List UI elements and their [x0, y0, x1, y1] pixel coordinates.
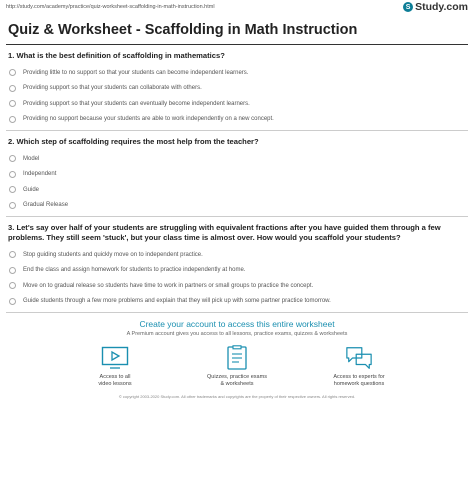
answer-option[interactable]	[8, 96, 466, 112]
answer-option[interactable]	[8, 112, 466, 128]
radio-icon[interactable]	[9, 69, 16, 76]
radio-icon[interactable]	[9, 171, 16, 178]
page-title: Quiz & Worksheet - Scaffolding in Math Instruction	[8, 22, 358, 38]
feature-video-lessons	[75, 345, 155, 388]
radio-icon[interactable]	[9, 155, 16, 162]
option-label: Independent	[23, 171, 57, 178]
answer-option[interactable]	[8, 198, 466, 214]
feature-label: Quizzes, practice exams & worksheets	[207, 374, 267, 387]
copyright-text: © copyright 2003-2020 Study.com. All other trademarks and copyrights are the property of their respective owners. All rights reserved.	[118, 394, 356, 399]
answer-option[interactable]	[8, 65, 466, 81]
quiz-icon	[223, 345, 251, 371]
answer-option[interactable]	[8, 278, 466, 294]
option-label: Providing support so that your students can eventually become independent learners.	[23, 100, 250, 107]
answer-option[interactable]	[8, 247, 466, 263]
option-label: Providing support so that your students can collaborate with others.	[23, 85, 202, 92]
option-label: Gradual Release	[23, 202, 69, 209]
logo-text: Study.com	[415, 1, 468, 13]
video-lesson-icon	[101, 345, 129, 371]
answer-option[interactable]	[8, 182, 466, 198]
radio-icon[interactable]	[9, 100, 16, 107]
radio-icon[interactable]	[9, 251, 16, 258]
option-label: End the class and assign homework for students to practice independently at home.	[23, 267, 246, 274]
promo-subtitle: A Premium account gives you access to all lessons, practice exams, quizzes & worksheets	[126, 331, 348, 337]
feature-experts	[319, 345, 399, 388]
radio-icon[interactable]	[9, 202, 16, 209]
option-label: Stop guiding students and quickly move on to independent practice.	[23, 251, 203, 258]
radio-icon[interactable]	[9, 298, 16, 305]
feature-list	[0, 345, 474, 388]
radio-icon[interactable]	[9, 186, 16, 193]
radio-icon[interactable]	[9, 267, 16, 274]
premium-promo	[0, 313, 474, 399]
answer-option[interactable]	[8, 151, 466, 167]
radio-icon[interactable]	[9, 85, 16, 92]
question-text: 3. Let's say over half of your students are struggling with equivalent fractions after you have guided them through a few problems. They still seem 'stuck', but your class time is almost over. How would you scaffold your students?	[8, 223, 441, 242]
answer-option[interactable]	[8, 81, 466, 97]
feature-quizzes	[197, 345, 277, 388]
question-3	[0, 217, 474, 309]
answer-option[interactable]	[8, 263, 466, 279]
question-1	[0, 45, 474, 127]
feature-label: Access to experts for homework questions	[333, 374, 385, 387]
option-label: Model	[23, 155, 40, 162]
question-text: 2. Which step of scaffolding requires the most help from the teacher?	[8, 137, 259, 146]
option-label: Move on to gradual release so students have time to work in partners or small groups to practice the concept.	[23, 282, 314, 289]
study-logo[interactable]	[403, 1, 468, 13]
option-label: Guide students through a few more problems and explain that they will pick up with some partner practice tomorrow.	[23, 298, 331, 305]
radio-icon[interactable]	[9, 282, 16, 289]
page-url: http://study.com/academy/practice/quiz-worksheet-scaffolding-in-math-instruction.html	[6, 4, 215, 10]
create-account-link[interactable]: Create your account to access this entire worksheet	[139, 319, 335, 329]
answer-option[interactable]	[8, 294, 466, 310]
question-2	[0, 131, 474, 213]
answer-option[interactable]	[8, 167, 466, 183]
option-label: Guide	[23, 186, 40, 193]
expert-chat-icon	[345, 345, 373, 371]
top-bar	[0, 0, 474, 14]
study-logo-icon: S	[403, 2, 413, 12]
radio-icon[interactable]	[9, 116, 16, 123]
option-label: Providing little to no support so that your students can become independent learners.	[23, 69, 249, 76]
question-text: 1. What is the best definition of scaffolding in mathematics?	[8, 51, 225, 60]
feature-label: Access to all video lessons	[98, 374, 132, 387]
option-label: Providing no support because your students are able to work independently on a new concept.	[23, 116, 274, 123]
